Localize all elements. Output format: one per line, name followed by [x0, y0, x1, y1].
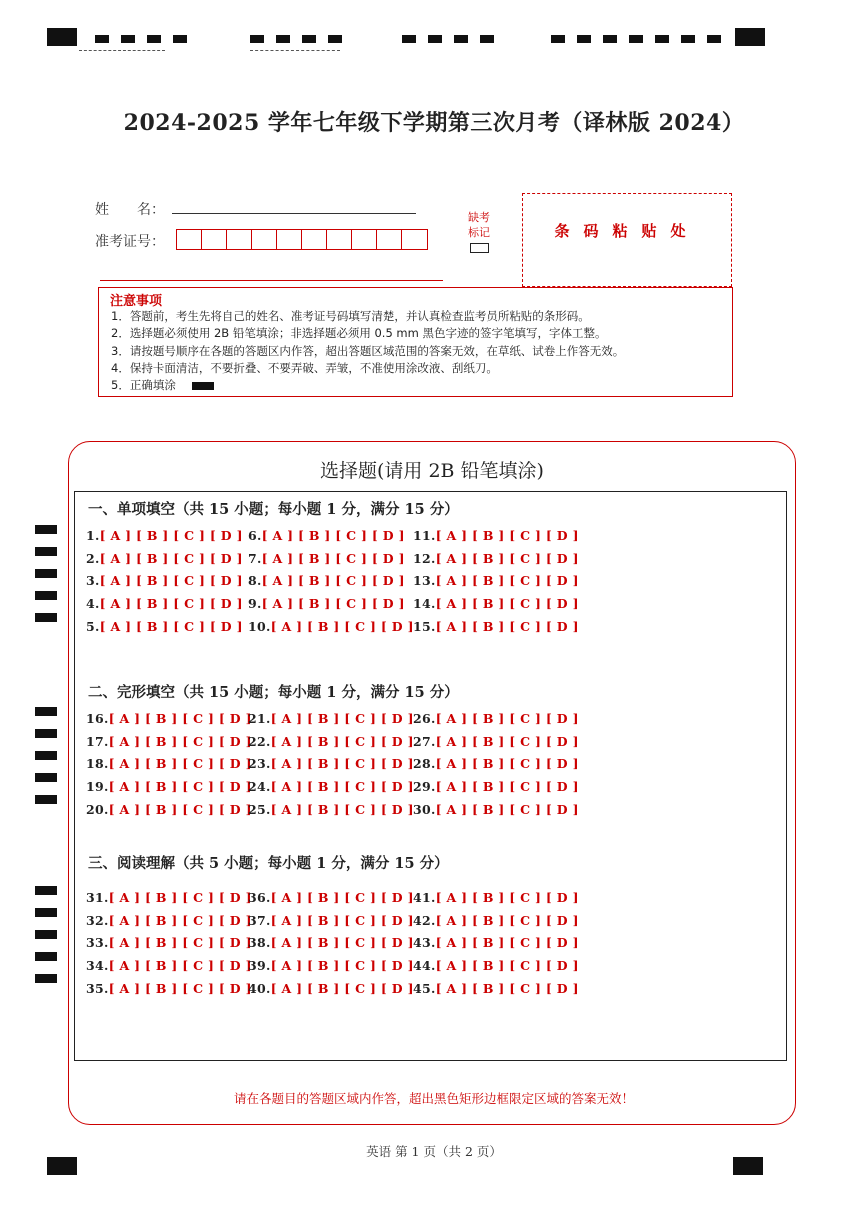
answer-options[interactable]: [ A ] [ B ] [ C ] [ D ]	[270, 935, 414, 951]
answer-options[interactable]: [ A ] [ B ] [ C ] [ D ]	[108, 756, 252, 772]
timing-mark	[454, 35, 468, 43]
barcode-area	[522, 193, 732, 287]
answer-options[interactable]: [ A ] [ B ] [ C ] [ D ]	[435, 618, 579, 634]
question-number: 14.	[413, 596, 436, 612]
answer-options[interactable]: [ A ] [ B ] [ C ] [ D ]	[99, 573, 243, 589]
answer-row[interactable]	[86, 779, 252, 794]
filled-bubble-sample	[192, 382, 214, 390]
answer-options[interactable]: [ A ] [ B ] [ C ] [ D ]	[270, 779, 414, 795]
id-digit-box[interactable]	[302, 230, 327, 249]
timing-mark	[35, 773, 57, 782]
answer-options[interactable]: [ A ] [ B ] [ C ] [ D ]	[435, 711, 579, 726]
timing-mark	[35, 795, 57, 804]
id-label: 准考证号：	[95, 234, 165, 250]
timing-mark	[35, 930, 57, 939]
timing-mark	[35, 974, 57, 983]
question-number: 2.	[86, 550, 100, 566]
answer-row[interactable]	[413, 913, 579, 928]
notice-item: 2．选择题必须使用 2B 铅笔填涂；非选择题必须用 0.5 mm 黑色字迹的签字笔填写，字体工整。	[111, 326, 607, 340]
timing-mark	[428, 35, 442, 43]
answer-row[interactable]	[248, 756, 414, 771]
answer-row[interactable]	[248, 711, 414, 726]
answer-options[interactable]: [ A ] [ B ] [ C ] [ D ]	[108, 912, 252, 928]
answer-row[interactable]	[86, 619, 243, 634]
answer-options[interactable]: [ A ] [ B ] [ C ] [ D ]	[108, 711, 252, 726]
question-number: 23.	[248, 756, 271, 772]
answer-row[interactable]	[248, 596, 405, 611]
notice-title: 注意事项	[110, 294, 163, 309]
timing-mark	[95, 35, 109, 43]
question-number: 34.	[86, 958, 109, 974]
section-title: 三、阅读理解（共 5 小题；每小题 1 分，满分 15 分）	[88, 855, 449, 872]
answer-options[interactable]: [ A ] [ B ] [ C ] [ D ]	[270, 912, 414, 928]
question-number: 39.	[248, 958, 271, 974]
answer-row[interactable]	[86, 573, 243, 588]
timing-mark	[276, 35, 290, 43]
timing-mark	[35, 525, 57, 534]
answer-row[interactable]	[413, 528, 579, 543]
timing-mark	[35, 886, 57, 895]
timing-mark	[35, 908, 57, 917]
answer-row[interactable]	[413, 802, 579, 817]
id-digit-box[interactable]	[177, 230, 202, 249]
timing-mark	[480, 35, 494, 43]
answer-options[interactable]: [ A ] [ B ] [ C ] [ D ]	[108, 935, 252, 951]
answer-row[interactable]	[86, 913, 252, 928]
answer-options[interactable]: [ A ] [ B ] [ C ] [ D ]	[108, 958, 252, 974]
choice-section-title: 选择题(请用 2B 铅笔填涂)	[320, 460, 544, 482]
timing-mark	[147, 35, 161, 43]
answer-options[interactable]: [ A ] [ B ] [ C ] [ D ]	[261, 596, 405, 612]
question-number: 25.	[248, 801, 271, 817]
question-number: 18.	[86, 756, 109, 772]
answer-options[interactable]: [ A ] [ B ] [ C ] [ D ]	[261, 550, 405, 566]
question-number: 6.	[248, 528, 262, 543]
absent-mark-label: 缺考 标记	[468, 211, 490, 239]
answer-options[interactable]: [ A ] [ B ] [ C ] [ D ]	[270, 801, 414, 817]
question-number: 8.	[248, 573, 262, 589]
question-number: 21.	[248, 711, 271, 726]
section-title: 一、单项填空（共 15 小题；每小题 1 分，满分 15 分）	[88, 501, 459, 518]
answer-options[interactable]: [ A ] [ B ] [ C ] [ D ]	[435, 935, 579, 951]
timing-mark	[35, 591, 57, 600]
timing-mark	[603, 35, 617, 43]
question-number: 13.	[413, 573, 436, 589]
answer-row[interactable]	[248, 981, 414, 996]
answer-options[interactable]: [ A ] [ B ] [ C ] [ D ]	[435, 980, 579, 996]
exam-id-boxes[interactable]	[176, 229, 428, 250]
question-number: 42.	[413, 912, 436, 928]
answer-row[interactable]	[413, 779, 579, 794]
answer-options[interactable]: [ A ] [ B ] [ C ] [ D ]	[108, 779, 252, 795]
answer-options[interactable]: [ A ] [ B ] [ C ] [ D ]	[261, 528, 405, 543]
answer-row[interactable]	[413, 551, 579, 566]
answer-options[interactable]: [ A ] [ B ] [ C ] [ D ]	[435, 596, 579, 612]
timing-mark	[35, 707, 57, 716]
answer-options[interactable]: [ A ] [ B ] [ C ] [ D ]	[435, 801, 579, 817]
answer-options[interactable]: [ A ] [ B ] [ C ] [ D ]	[435, 550, 579, 566]
timing-mark	[173, 35, 187, 43]
notice-box	[98, 287, 733, 397]
answer-row[interactable]	[413, 935, 579, 950]
timing-mark	[681, 35, 695, 43]
answer-row[interactable]	[413, 711, 579, 726]
timing-mark	[35, 729, 57, 738]
question-number: 36.	[248, 890, 271, 905]
timing-mark	[707, 35, 721, 43]
warning-text: 请在各题目的答题区域内作答，超出黑色矩形边框限定区域的答案无效！	[233, 1091, 634, 1106]
answer-row[interactable]	[413, 981, 579, 996]
question-number: 29.	[413, 779, 436, 795]
question-number: 7.	[248, 550, 262, 566]
answer-row[interactable]	[413, 890, 579, 905]
answer-row[interactable]	[248, 913, 414, 928]
answer-row[interactable]	[86, 734, 252, 749]
answer-options[interactable]: [ A ] [ B ] [ C ] [ D ]	[435, 573, 579, 589]
timing-mark	[35, 952, 57, 961]
answer-row[interactable]	[413, 734, 579, 749]
notice-item: 4．保持卡面清洁，不要折叠、不要弄破、弄皱，不准使用涂改液、刮纸刀。	[111, 361, 498, 375]
question-number: 22.	[248, 733, 271, 749]
id-digit-box[interactable]	[227, 230, 252, 249]
question-number: 11.	[413, 528, 436, 543]
question-number: 15.	[413, 618, 436, 634]
question-number: 45.	[413, 980, 436, 996]
question-number: 31.	[86, 890, 109, 905]
answer-options[interactable]: [ A ] [ B ] [ C ] [ D ]	[99, 618, 243, 634]
answer-row[interactable]	[86, 935, 252, 950]
answer-row[interactable]	[413, 756, 579, 771]
barcode-label: 条码粘贴处	[554, 222, 700, 240]
question-number: 17.	[86, 733, 109, 749]
answer-options[interactable]: [ A ] [ B ] [ C ] [ D ]	[435, 528, 579, 543]
answer-options[interactable]: [ A ] [ B ] [ C ] [ D ]	[99, 528, 243, 543]
question-number: 38.	[248, 935, 271, 951]
answer-row[interactable]	[413, 958, 579, 973]
page-footer: 英语 第 1 页（共 2 页）	[366, 1144, 502, 1159]
question-number: 24.	[248, 779, 271, 795]
answer-options[interactable]: [ A ] [ B ] [ C ] [ D ]	[108, 980, 252, 996]
answer-options[interactable]: [ A ] [ B ] [ C ] [ D ]	[270, 958, 414, 974]
timing-underline	[79, 50, 165, 51]
answer-options[interactable]: [ A ] [ B ] [ C ] [ D ]	[108, 801, 252, 817]
answer-row[interactable]	[86, 551, 243, 566]
question-number: 10.	[248, 618, 271, 634]
question-number: 28.	[413, 756, 436, 772]
answer-row[interactable]	[248, 528, 405, 543]
page-title: 2024-2025 学年七年级下学期第三次月考（译林版 2024）	[123, 110, 745, 136]
answer-row[interactable]	[413, 573, 579, 588]
question-number: 32.	[86, 912, 109, 928]
timing-mark	[35, 613, 57, 622]
question-number: 12.	[413, 550, 436, 566]
question-number: 37.	[248, 912, 271, 928]
section-title: 二、完形填空（共 15 小题；每小题 1 分，满分 15 分）	[88, 684, 459, 701]
answer-options[interactable]: [ A ] [ B ] [ C ] [ D ]	[99, 550, 243, 566]
timing-mark	[655, 35, 669, 43]
id-digit-box[interactable]	[277, 230, 302, 249]
answer-row[interactable]	[248, 734, 414, 749]
answer-options[interactable]: [ A ] [ B ] [ C ] [ D ]	[270, 890, 414, 905]
id-digit-box[interactable]	[402, 230, 427, 249]
question-number: 4.	[86, 596, 100, 612]
answer-row[interactable]	[248, 619, 414, 634]
notice-item: 3．请按题号顺序在各题的答题区内作答，超出答题区域范围的答案无效，在草纸、试卷上作答无效。	[111, 344, 625, 358]
question-number: 9.	[248, 596, 262, 612]
answer-options[interactable]: [ A ] [ B ] [ C ] [ D ]	[270, 733, 414, 749]
question-number: 19.	[86, 779, 109, 795]
question-number: 3.	[86, 573, 100, 589]
answer-row[interactable]	[413, 619, 579, 634]
id-digit-box[interactable]	[377, 230, 402, 249]
answer-options[interactable]: [ A ] [ B ] [ C ] [ D ]	[270, 711, 414, 726]
answer-options[interactable]: [ A ] [ B ] [ C ] [ D ]	[435, 958, 579, 974]
answer-row[interactable]	[248, 551, 405, 566]
answer-row[interactable]	[86, 711, 252, 726]
question-number: 44.	[413, 958, 436, 974]
timing-mark	[735, 28, 765, 46]
answer-options[interactable]: [ A ] [ B ] [ C ] [ D ]	[435, 756, 579, 772]
answer-options[interactable]: [ A ] [ B ] [ C ] [ D ]	[435, 890, 579, 905]
id-digit-box[interactable]	[252, 230, 277, 249]
timing-mark	[629, 35, 643, 43]
answer-row[interactable]	[248, 958, 414, 973]
answer-row[interactable]	[248, 802, 414, 817]
id-digit-box[interactable]	[327, 230, 352, 249]
answer-options[interactable]: [ A ] [ B ] [ C ] [ D ]	[108, 890, 252, 905]
question-number: 40.	[248, 980, 271, 996]
question-number: 20.	[86, 801, 109, 817]
answer-row[interactable]	[86, 890, 252, 905]
answer-row[interactable]	[86, 756, 252, 771]
question-number: 35.	[86, 980, 109, 996]
answer-row[interactable]	[248, 935, 414, 950]
timing-mark	[121, 35, 135, 43]
question-number: 43.	[413, 935, 436, 951]
answer-row[interactable]	[86, 528, 243, 543]
question-number: 16.	[86, 711, 109, 726]
answer-options[interactable]: [ A ] [ B ] [ C ] [ D ]	[261, 573, 405, 589]
question-number: 33.	[86, 935, 109, 951]
answer-options[interactable]: [ A ] [ B ] [ C ] [ D ]	[435, 912, 579, 928]
answer-row[interactable]	[413, 596, 579, 611]
timing-mark	[250, 35, 264, 43]
answer-options[interactable]: [ A ] [ B ] [ C ] [ D ]	[270, 756, 414, 772]
question-number: 30.	[413, 801, 436, 817]
answer-options[interactable]: [ A ] [ B ] [ C ] [ D ]	[270, 618, 414, 634]
timing-mark	[35, 569, 57, 578]
question-number: 41.	[413, 890, 436, 905]
answer-row[interactable]	[86, 596, 243, 611]
absent-mark-box[interactable]	[470, 243, 489, 253]
answer-row[interactable]	[248, 890, 414, 905]
timing-mark	[551, 35, 565, 43]
answer-options[interactable]: [ A ] [ B ] [ C ] [ D ]	[270, 980, 414, 996]
name-field[interactable]	[172, 213, 416, 214]
timing-mark	[35, 751, 57, 760]
timing-underline	[250, 50, 340, 51]
timing-mark	[577, 35, 591, 43]
notice-item: 1．答题前，考生先将自己的姓名、准考证号码填写清楚，并认真检查监考员所粘贴的条形码。	[111, 309, 590, 323]
answer-row[interactable]	[248, 573, 405, 588]
question-number: 26.	[413, 711, 436, 726]
notice-item: 5．正确填涂	[111, 377, 214, 393]
answer-options[interactable]: [ A ] [ B ] [ C ] [ D ]	[108, 733, 252, 749]
timing-mark	[35, 547, 57, 556]
timing-mark	[302, 35, 316, 43]
answer-options[interactable]: [ A ] [ B ] [ C ] [ D ]	[435, 779, 579, 795]
answer-row[interactable]	[86, 958, 252, 973]
name-label: 姓 名：	[95, 202, 165, 218]
id-digit-box[interactable]	[202, 230, 227, 249]
divider	[100, 280, 443, 281]
answer-options[interactable]: [ A ] [ B ] [ C ] [ D ]	[435, 733, 579, 749]
answer-row[interactable]	[86, 802, 252, 817]
question-number: 1.	[86, 528, 100, 543]
timing-mark	[47, 28, 77, 46]
timing-mark	[402, 35, 416, 43]
question-number: 27.	[413, 733, 436, 749]
answer-options[interactable]: [ A ] [ B ] [ C ] [ D ]	[99, 596, 243, 612]
answer-row[interactable]	[86, 981, 252, 996]
answer-row[interactable]	[248, 779, 414, 794]
timing-mark	[328, 35, 342, 43]
question-number: 5.	[86, 618, 100, 634]
id-digit-box[interactable]	[352, 230, 377, 249]
